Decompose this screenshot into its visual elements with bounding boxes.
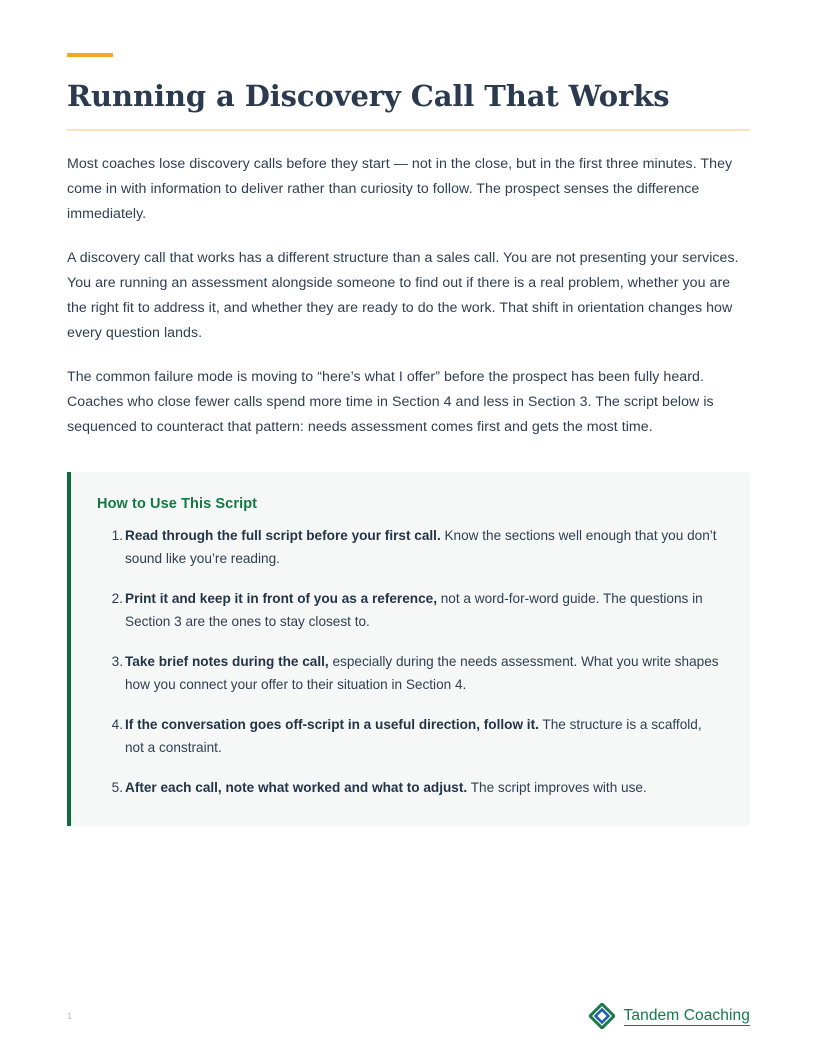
list-item — [97, 525, 724, 570]
step-rest: Know the sections well enough that you don’t sound like you’re reading. — [125, 528, 717, 566]
step-lead: If the conversation goes off-script in a useful direction, follow it. — [125, 717, 539, 732]
callout-heading: How to Use This Script — [97, 496, 258, 512]
callout-step-list — [97, 525, 724, 800]
step-lead: Print it and keep it in front of you as a reference, — [125, 591, 437, 606]
list-item — [97, 714, 724, 759]
page-title: Running a Discovery Call That Works — [67, 79, 670, 113]
paragraph-1: Most coaches lose discovery calls before they start — not in the close, but in the first three minutes. They come in with information to deliver rather than curiosity to follow. The prospect senses the difference immediately. — [67, 156, 733, 222]
list-item — [97, 777, 724, 800]
step-lead: Take brief notes during the call, — [125, 654, 329, 669]
step-rest: The script improves with use. — [467, 780, 647, 795]
how-to-use-callout — [67, 472, 750, 826]
brand-name: Tandem Coaching — [623, 1006, 750, 1024]
page-content — [67, 0, 750, 826]
page-footer — [0, 1003, 816, 1043]
intro-body-copy — [67, 152, 750, 440]
paragraph-2: A discovery call that works has a different structure than a sales call. You are not presenting your services. You are running an assessment alongside someone to find out if there is a real problem, whether you are the right fit to address it, and whether they are ready to do the work. That shift in orientation changes how every question lands. — [67, 250, 739, 341]
step-rest: especially during the needs assessment. What you write shapes how you connect your offer to their situation in Section 4. — [125, 654, 719, 692]
brand-lockup — [589, 1003, 750, 1029]
page-number: 1 — [67, 1011, 73, 1021]
paragraph-3: The common failure mode is moving to “here’s what I offer” before the prospect has been fully heard. Coaches who close fewer calls spend more time in Section 4 and less in Section 3. The script below is sequenced to counteract that pattern: needs assessment comes first and gets the most time. — [67, 369, 714, 435]
step-lead: Read through the full script before your first call. — [125, 528, 441, 543]
step-lead: After each call, note what worked and what to adjust. — [125, 780, 468, 795]
step-rest: The structure is a scaffold, not a constraint. — [125, 717, 702, 755]
title-accent-bar — [67, 53, 113, 57]
list-item — [97, 651, 724, 696]
list-item — [97, 588, 724, 633]
step-rest: not a word-for-word guide. The questions in Section 3 are the ones to stay closest to. — [125, 591, 703, 629]
title-divider-rule — [67, 129, 750, 131]
diamond-logo-icon — [589, 1003, 615, 1029]
